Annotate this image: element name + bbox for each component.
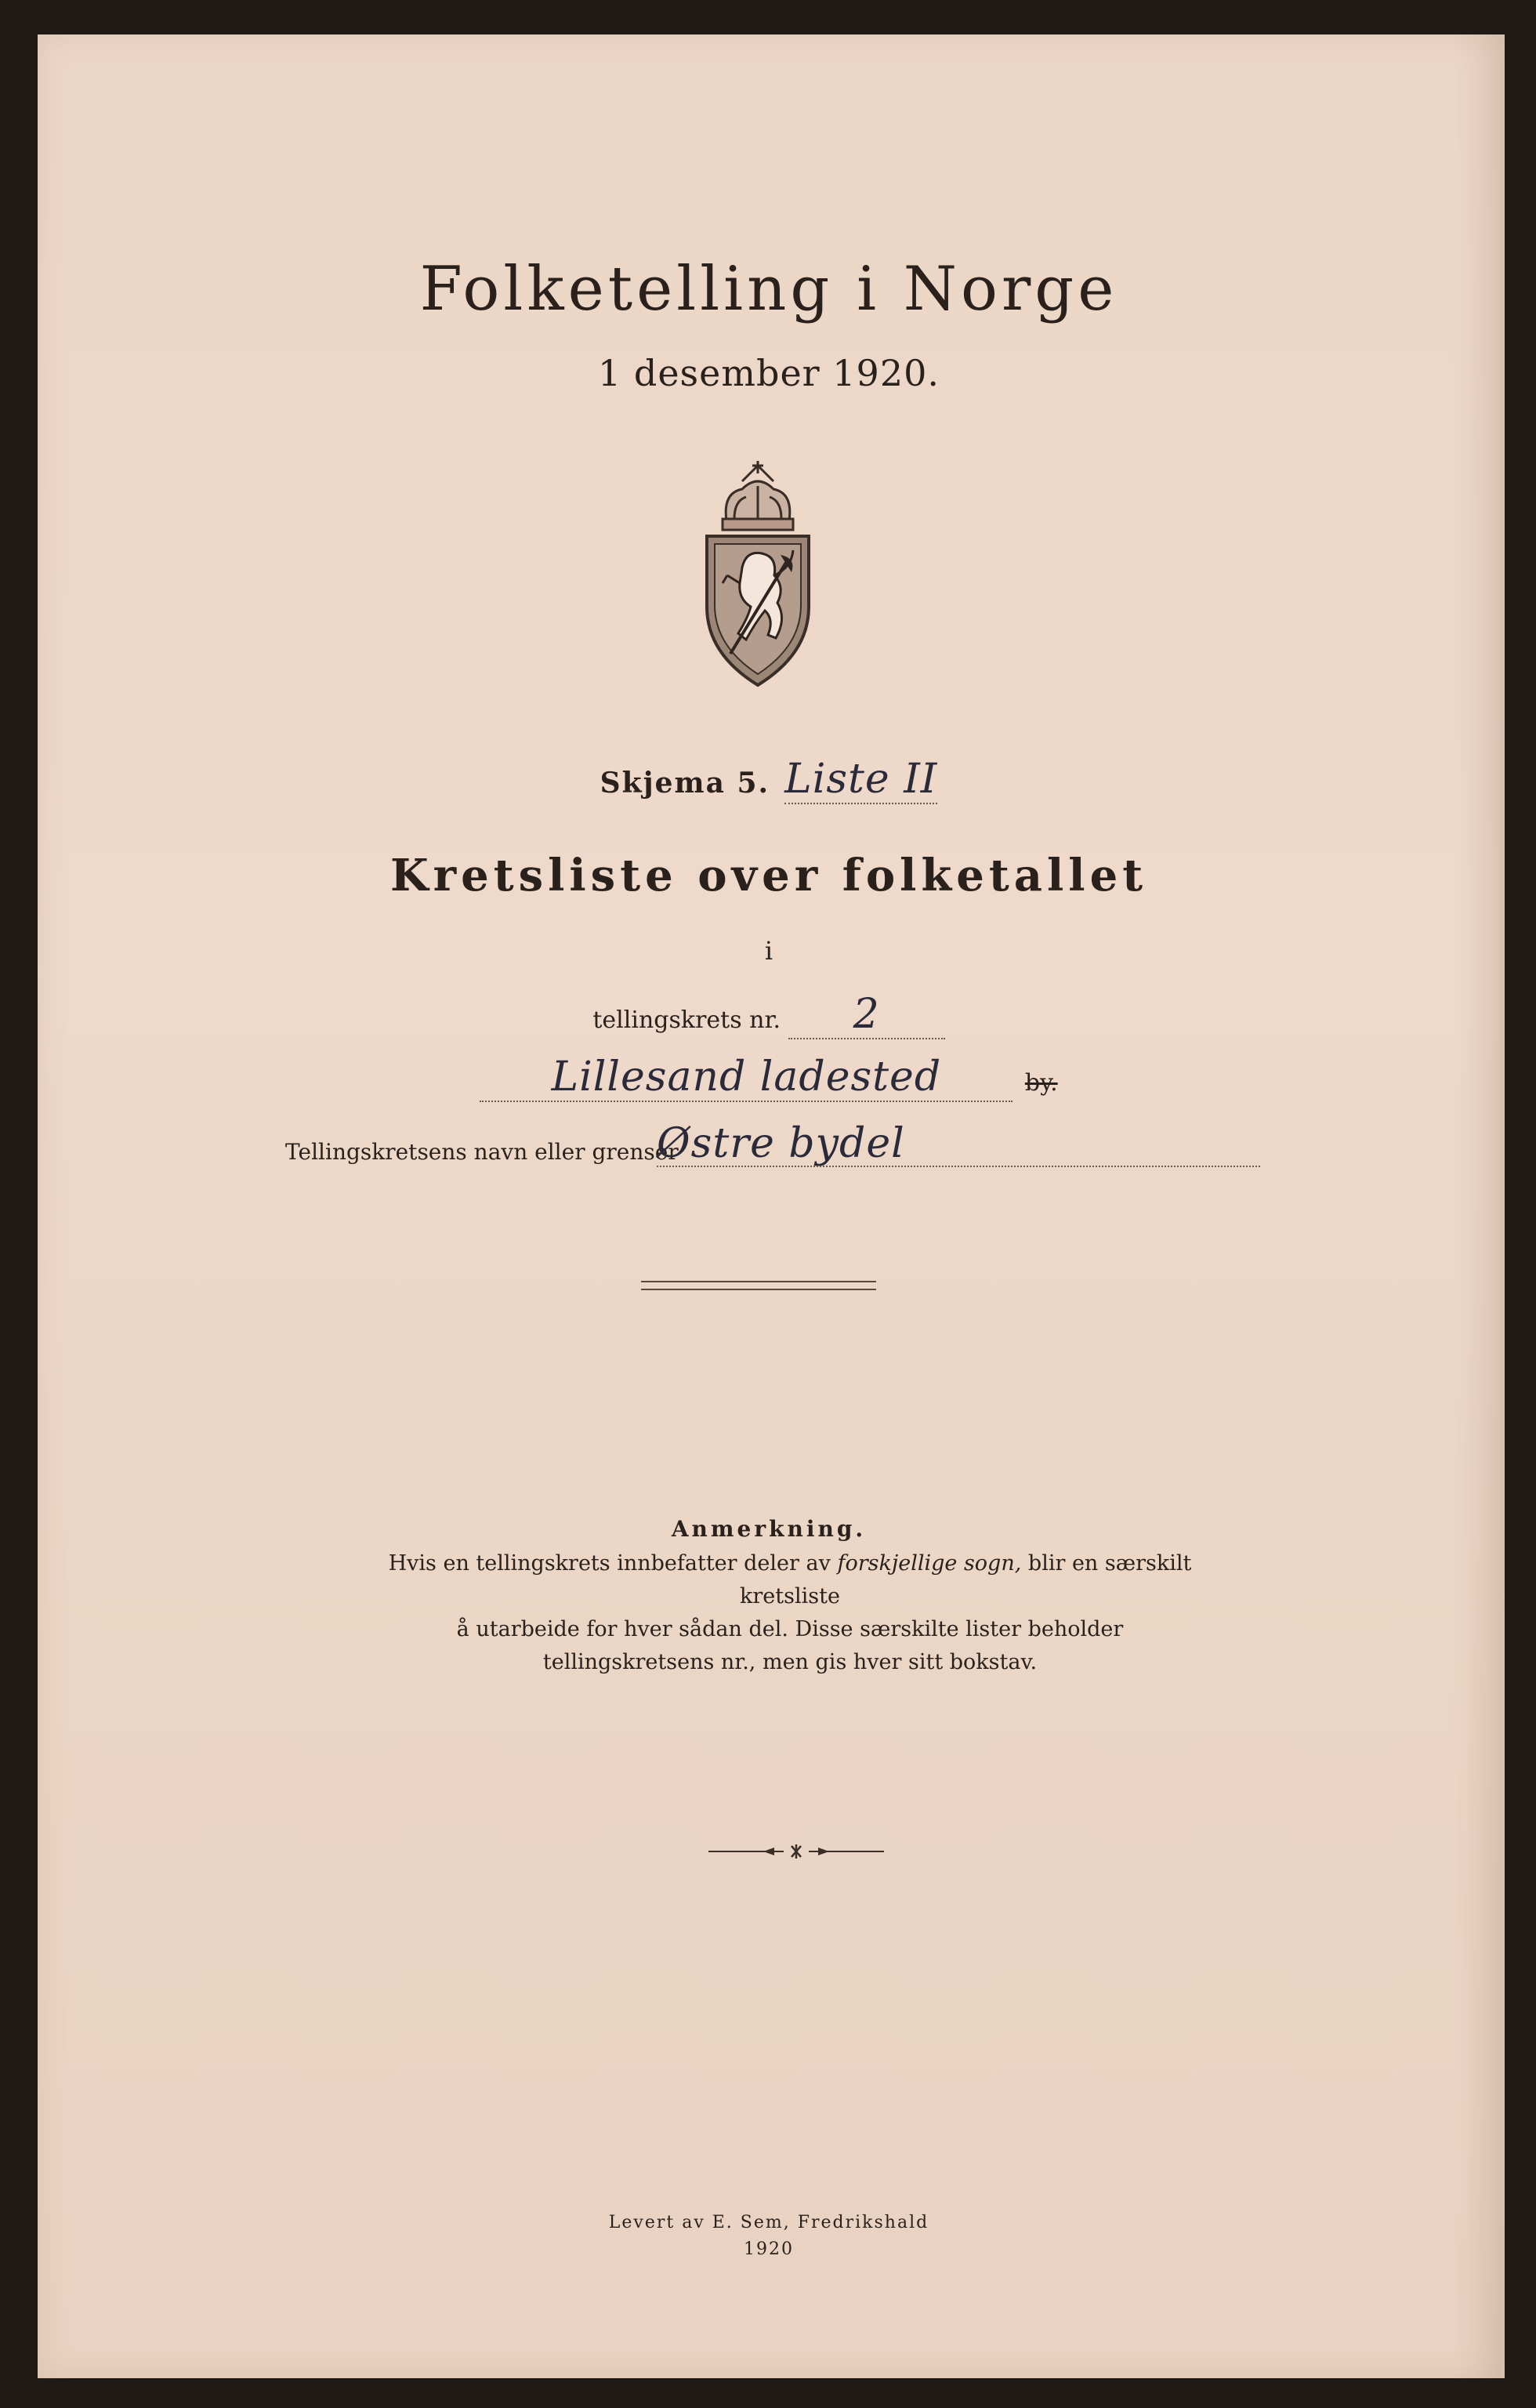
tellingskrets-line xyxy=(38,991,1500,1039)
skjema-line xyxy=(38,756,1500,803)
conjunction-text: i xyxy=(764,936,773,966)
anmerkning-line-3: tellingskretsens nr., men gis hver sitt bokstav. xyxy=(542,1650,1038,1674)
skjema-label: Skjema 5. xyxy=(600,767,770,800)
city-line xyxy=(38,1054,1500,1102)
city-suffix: by. xyxy=(1024,1069,1058,1097)
tellingskrets-number: 2 xyxy=(853,991,880,1038)
main-heading: Kretsliste over folketallet xyxy=(389,850,1148,901)
grenser-dotted-line xyxy=(657,1166,1260,1167)
anmerkning-text xyxy=(335,1547,1244,1679)
printer-year: 1920 xyxy=(744,2239,794,2259)
anmerkning-title: Anmerkning. xyxy=(671,1516,867,1542)
printer-imprint xyxy=(38,2210,1500,2263)
city-field xyxy=(480,1054,1013,1102)
grenser-handwritten: Østre bydel xyxy=(657,1120,905,1167)
tellingskrets-label: tellingskrets nr. xyxy=(592,1006,781,1034)
census-date: 1 desember 1920. xyxy=(598,352,940,394)
norway-coat-of-arms-icon xyxy=(699,458,817,693)
skjema-handwritten-value: Liste II xyxy=(784,756,938,803)
city-handwritten: Lillesand ladested xyxy=(551,1054,942,1101)
anmerkning-line-1: Hvis en tellingskrets innbefatter deler av forskjellige sogn, blir en særskilt kretsliste xyxy=(388,1551,1192,1608)
anmerkning-line-2: å utarbeide for hver sådan del. Disse særskilte lister beholder xyxy=(456,1617,1124,1641)
double-rule-divider xyxy=(641,1281,876,1290)
printer-name: Levert av E. Sem, Fredrikshald xyxy=(608,2213,929,2232)
ornament-divider-icon xyxy=(708,1844,884,1859)
grenser-label: Tellingskretsens navn eller grenser xyxy=(285,1139,679,1165)
census-form-page xyxy=(38,34,1505,2378)
document-title: Folketelling i Norge xyxy=(419,254,1118,325)
tellingskrets-field xyxy=(788,991,945,1039)
